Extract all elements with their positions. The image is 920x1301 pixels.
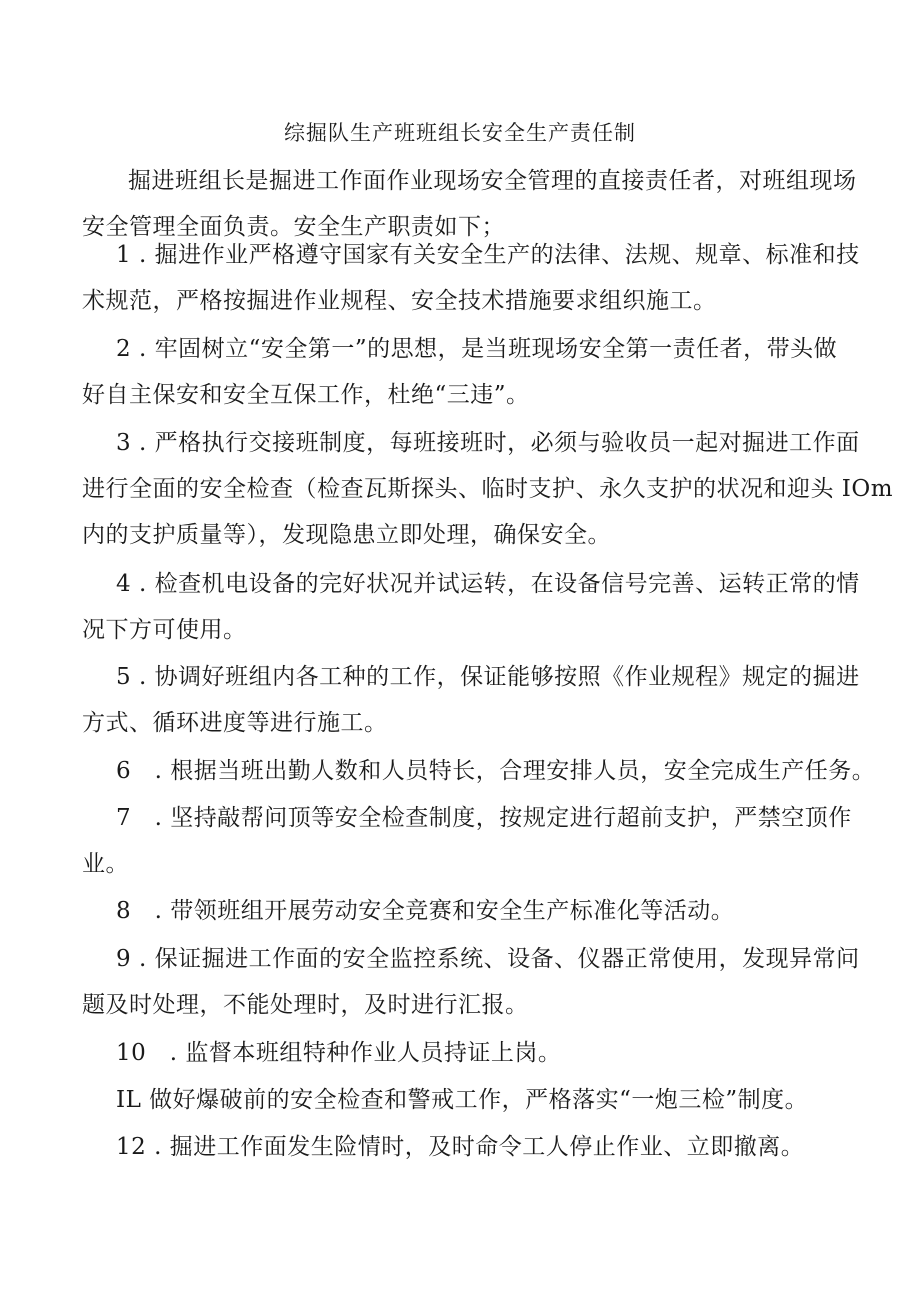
item-3-line-2: 进行全面的安全检查（检查瓦斯探头、临时支护、永久支护的状况和迎头 IOm — [82, 476, 894, 502]
item-2-line-2: 好自主保安和安全互保工作，杜绝“三违”。 — [82, 382, 530, 408]
item-1 — [82, 232, 860, 324]
item-5-line-2: 方式、循环进度等进行施工。 — [82, 710, 388, 736]
item-3-line-1: 3 . 严格执行交接班制度，每班接班时，必须与验收员一起对掘进工作面 — [116, 430, 860, 456]
item-7 — [82, 795, 852, 887]
item-3 — [82, 420, 894, 558]
item-2-line-1: 2 . 牢固树立“安全第一”的思想，是当班现场安全第一责任者，带头做 — [116, 336, 838, 362]
item-5 — [82, 654, 860, 746]
item-1-line-2: 术规范，严格按掘进作业规程、安全技术措施要求组织施工。 — [82, 288, 717, 314]
item-2 — [82, 326, 842, 418]
item-5-line-1: 5 . 协调好班组内各工种的工作，保证能够按照《作业规程》规定的掘进 — [116, 664, 860, 690]
intro-line-1: 掘进班组长是掘进工作面作业现场安全管理的直接责任者，对班组现场 — [128, 168, 857, 194]
item-7-line-1: 7 . 坚持敲帮问顶等安全检查制度，按规定进行超前支护，严禁空顶作 — [116, 805, 852, 831]
item-7-line-2: 业。 — [82, 851, 129, 877]
item-8-line-1: 8 . 带领班组开展劳动安全竞赛和安全生产标准化等活动。 — [116, 898, 735, 924]
item-12 — [82, 1124, 842, 1170]
item-4 — [82, 561, 860, 653]
item-12-line-1: 12 . 掘进工作面发生险情时，及时命令工人停止作业、立即撤离。 — [116, 1134, 805, 1160]
item-9-line-1: 9 . 保证掘进工作面的安全监控系统、设备、仪器正常使用，发现异常问 — [116, 946, 860, 972]
item-10-line-1: 10 . 监督本班组特种作业人员持证上岗。 — [116, 1040, 562, 1066]
item-6-line-1: 6 . 根据当班出勤人数和人员特长，合理安排人员，安全完成生产任务。 — [116, 758, 876, 784]
intro-line-2: 安全管理全面负责。安全生产职责如下； — [82, 214, 505, 240]
item-11-line-1: IL 做好爆破前的安全检查和警戒工作，严格落实“一炮三检”制度。 — [116, 1087, 809, 1113]
item-9 — [82, 936, 860, 1028]
document-title: 综掘队生产班班组长安全生产责任制 — [284, 121, 636, 145]
item-6 — [82, 748, 876, 794]
item-1-line-1: 1 . 掘进作业严格遵守国家有关安全生产的法律、法规、规章、标准和技 — [116, 242, 860, 268]
item-10 — [82, 1030, 842, 1076]
item-11 — [82, 1077, 842, 1123]
item-4-line-1: 4 . 检查机电设备的完好状况并试运转，在设备信号完善、运转正常的情 — [116, 571, 860, 597]
item-9-line-2: 题及时处理，不能处理时，及时进行汇报。 — [82, 992, 529, 1018]
item-3-line-3: 内的支护质量等），发现隐患立即处理，确保安全。 — [82, 522, 611, 548]
item-4-line-2: 况下方可使用。 — [82, 617, 247, 643]
item-8 — [82, 888, 842, 934]
